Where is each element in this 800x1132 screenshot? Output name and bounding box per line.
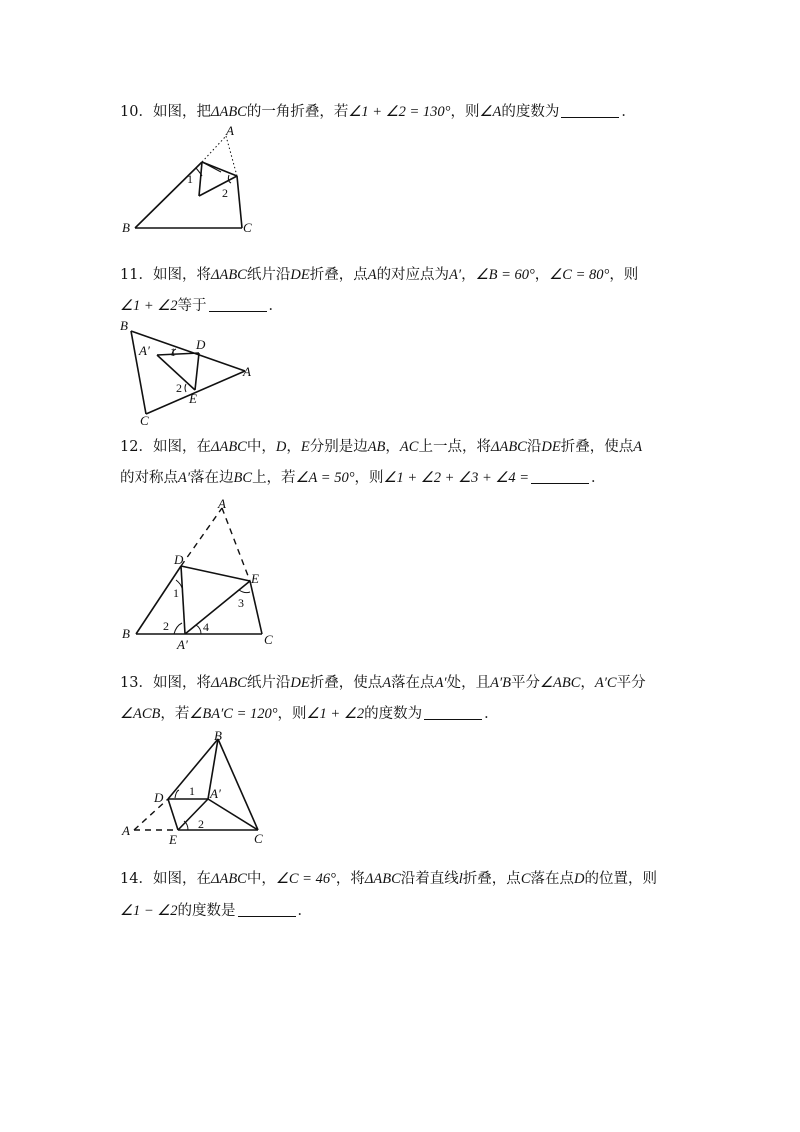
label-angle-1: 1 (187, 172, 193, 186)
label-D: D (174, 552, 184, 567)
answer-blank[interactable] (424, 705, 482, 720)
label-angle-1: 1 (173, 586, 179, 600)
label-angle-2: 2 (222, 186, 228, 200)
label-angle-1: 1 (170, 345, 176, 359)
label-C: C (243, 220, 252, 235)
problem-12-line-2: 的对称点A′落在边BC上，若∠A = 50°，则∠1 + ∠2 + ∠3 + ∠4 = ． (120, 470, 606, 486)
figure-12 (118, 494, 298, 654)
problem-number: 10． (120, 104, 153, 120)
problem-12-line-1: 12．如图，在ΔABC中，D，E分别是边AB，AC上一点，将ΔABC沿DE折叠，使点A (120, 439, 643, 455)
answer-blank[interactable] (531, 469, 589, 484)
label-E: E (251, 571, 259, 586)
label-C: C (264, 632, 273, 647)
label-B: B (120, 318, 128, 333)
label-B: B (214, 728, 222, 743)
problem-number: 14． (120, 871, 153, 887)
label-angle-1: 1 (189, 784, 195, 798)
label-E: E (169, 832, 177, 847)
label-angle-2: 2 (163, 619, 169, 633)
label-A: A (218, 496, 226, 511)
problem-number: 12． (120, 439, 153, 455)
problem-number: 11． (120, 267, 153, 283)
label-angle-4: 4 (203, 620, 209, 634)
problem-10-line-1: 10．如图，把ΔABC的一角折叠，若∠1 + ∠2 = 130°，则∠A的度数为 ． (120, 104, 636, 120)
label-angle-3: 3 (238, 596, 244, 610)
label-A-prime: A′ (139, 343, 150, 358)
answer-blank[interactable] (561, 103, 619, 118)
figure-11 (118, 318, 278, 428)
answer-blank[interactable] (209, 297, 267, 312)
problem-14-line-2: ∠1 − ∠2的度数是 ． (120, 903, 313, 919)
problem-13-line-2: ∠ACB，若∠BA′C = 120°，则∠1 + ∠2的度数为 ． (120, 706, 499, 722)
label-A-prime: A′ (210, 786, 221, 801)
label-B: B (122, 626, 130, 641)
label-D: D (196, 337, 206, 352)
label-A-prime: A′ (177, 637, 188, 652)
figure-13 (118, 728, 288, 853)
problem-11-line-2: ∠1 + ∠2等于 ． (120, 298, 284, 314)
label-E: E (189, 391, 197, 406)
label-angle-2: 2 (176, 381, 182, 395)
label-B: B (122, 220, 130, 235)
label-A: A (122, 823, 130, 838)
answer-blank[interactable] (238, 902, 296, 917)
figure-10 (118, 125, 278, 235)
label-angle-2: 2 (198, 817, 204, 831)
problem-13-line-1: 13．如图，将ΔABC纸片沿DE折叠，使点A落在点A′处，且A′B平分∠ABC，A′C平分 (120, 675, 646, 691)
label-D: D (154, 790, 164, 805)
label-A: A (226, 123, 234, 138)
problem-14-line-1: 14．如图，在ΔABC中，∠C = 46°，将ΔABC沿着直线l折叠，点C落在点D的位置，则 (120, 871, 657, 887)
label-A: A (243, 364, 251, 379)
label-C: C (140, 413, 149, 428)
problem-11-line-1: 11．如图，将ΔABC纸片沿DE折叠，点A的对应点为A′，∠B = 60°，∠C = 80°，则 (120, 267, 639, 283)
label-C: C (254, 831, 263, 846)
problem-number: 13． (120, 675, 153, 691)
